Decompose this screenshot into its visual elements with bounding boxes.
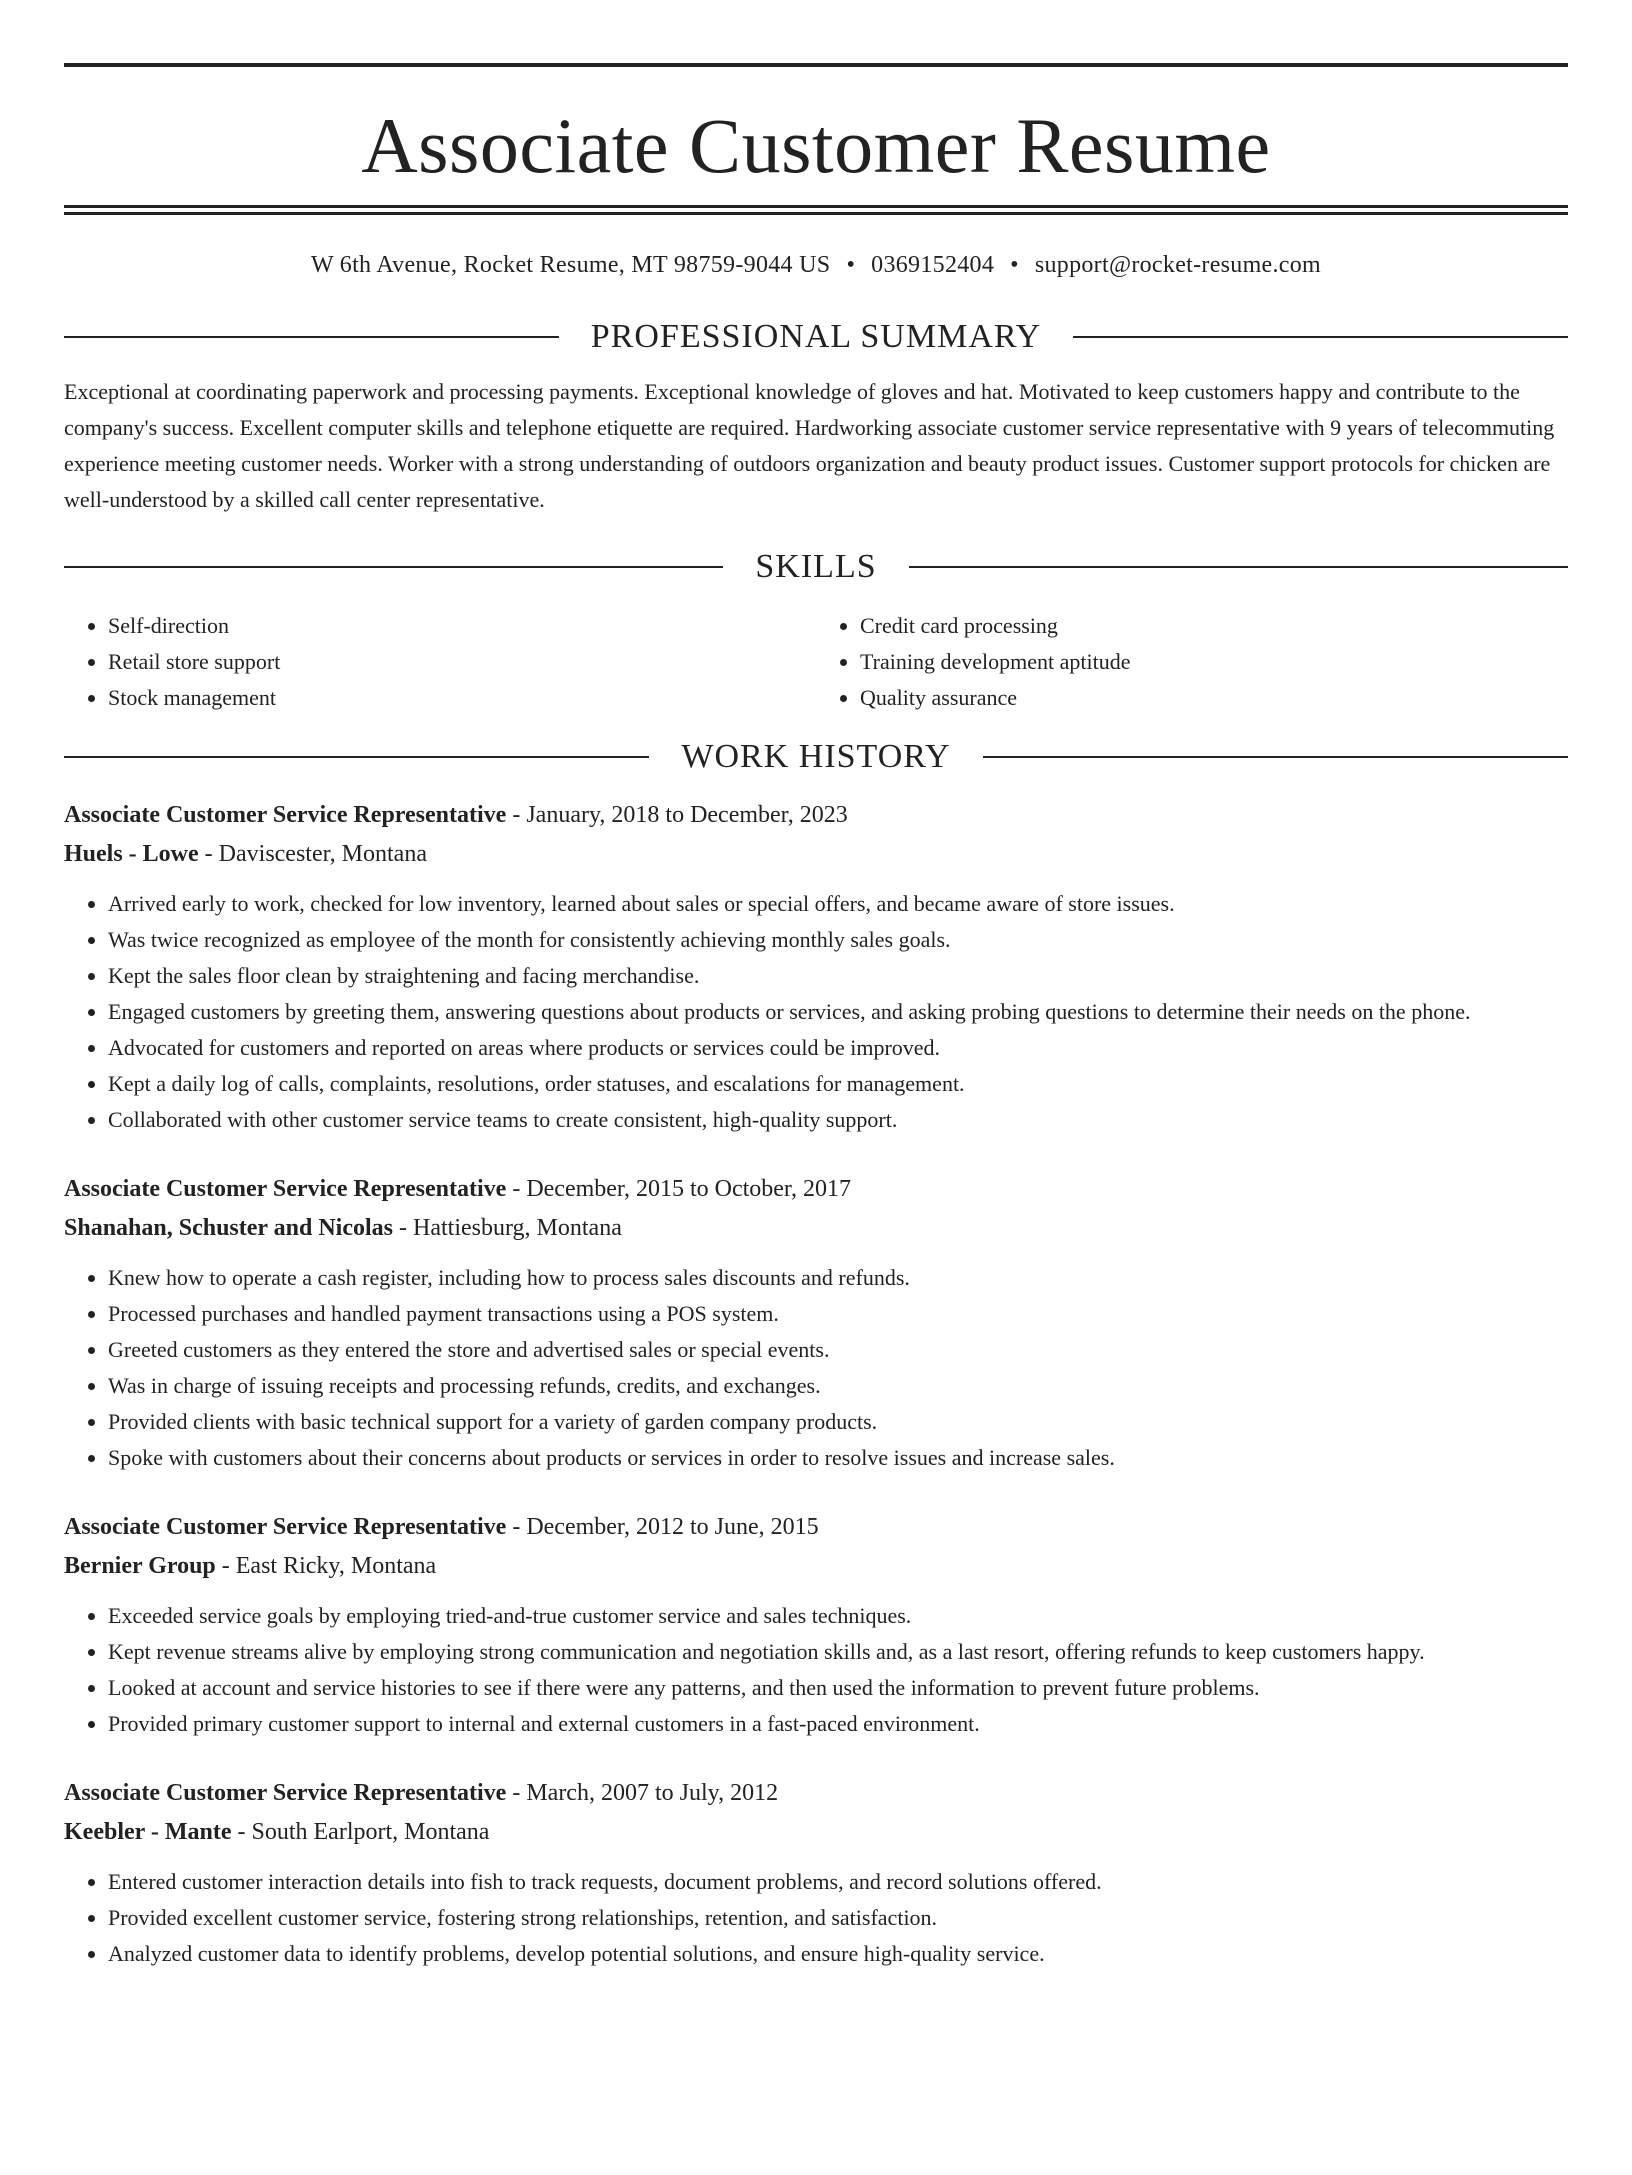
job-title-line [64,1774,1568,1813]
skill-item: • Quality assurance [860,680,1568,716]
contact-separator: • [846,252,856,278]
job-entry [64,1774,1568,1972]
job-entry [64,1508,1568,1742]
summary-heading-label: PROFESSIONAL SUMMARY [590,318,1042,355]
skill-item: • Self-direction [108,608,816,644]
job-entry [64,1170,1568,1476]
title-double-rule [64,205,1568,215]
heading-rule [1073,336,1568,338]
job-company: Huels - Lowe [64,841,199,867]
job-bullet: • Was in charge of issuing receipts and processing refunds, credits, and exchanges. [108,1368,1568,1404]
job-bullet: • Kept a daily log of calls, complaints, resolutions, order statuses, and escalations for management. [108,1066,1568,1102]
job-title-line [64,1170,1568,1209]
job-bullet: • Entered customer interaction details into fish to track requests, document problems, and record solutions offered. [108,1864,1568,1900]
heading-rule [983,756,1568,758]
job-company-line [64,1547,1568,1586]
job-bullet: • Spoke with customers about their concerns about products or services in order to resolve issues and increase sales. [108,1440,1568,1476]
job-company-line [64,835,1568,874]
job-dates: - January, 2018 to December, 2023 [506,802,848,828]
skills-heading-label: SKILLS [755,548,877,585]
job-dates: - December, 2015 to October, 2017 [506,1176,851,1202]
job-dates: - December, 2012 to June, 2015 [506,1514,819,1540]
job-title: Associate Customer Service Representative [64,1176,507,1202]
skill-item: • Training development aptitude [860,644,1568,680]
job-title: Associate Customer Service Representative [64,1780,507,1806]
job-bullet: • Kept the sales floor clean by straightening and facing merchandise. [108,958,1568,994]
skill-item: • Credit card processing [860,608,1568,644]
resume-page [0,63,1632,2175]
job-bullet: • Collaborated with other customer service teams to create consistent, high-quality support. [108,1102,1568,1138]
job-entry [64,796,1568,1138]
contact-separator: • [1010,252,1019,278]
job-company-line [64,1813,1568,1852]
job-dates: - March, 2007 to July, 2012 [506,1780,779,1806]
heading-rule [64,336,559,338]
job-bullet: • Provided excellent customer service, fostering strong relationships, retention, and satisfaction. [108,1900,1568,1936]
heading-rule [909,566,1568,568]
job-location: - East Ricky, Montana [215,1553,437,1579]
job-bullet: • Analyzed customer data to identify problems, develop potential solutions, and ensure high-quality service. [108,1936,1568,1972]
job-title: Associate Customer Service Representative [64,1514,507,1540]
job-company-line [64,1209,1568,1248]
job-title: Associate Customer Service Representative [64,802,507,828]
job-bullet: • Provided primary customer support to internal and external customers in a fast-paced environment. [108,1706,1568,1742]
summary-heading [64,312,1568,362]
job-location: - Daviscester, Montana [198,841,427,867]
contact-line [64,248,1568,282]
job-company: Shanahan, Schuster and Nicolas [64,1215,393,1241]
job-bullet: • Knew how to operate a cash register, including how to process sales discounts and refunds. [108,1260,1568,1296]
job-company: Keebler - Mante [64,1819,232,1845]
job-bullets [64,1260,1568,1476]
job-title-line [64,796,1568,835]
job-bullet: • Advocated for customers and reported on areas where products or services could be improved. [108,1030,1568,1066]
job-title-line [64,1508,1568,1547]
work-heading [64,732,1568,782]
skill-item: • Stock management [108,680,816,716]
job-bullet: • Kept revenue streams alive by employing strong communication and negotiation skills and, as a last resort, offering refunds to keep customers happy. [108,1634,1568,1670]
skill-item: • Retail store support [108,644,816,680]
skills-column-right [816,608,1568,716]
job-bullet: • Arrived early to work, checked for low inventory, learned about sales or special offers, and became aware of store issues. [108,886,1568,922]
job-bullet: • Looked at account and service histories to see if there were any patterns, and then used the information to prevent future problems. [108,1670,1568,1706]
job-company: Bernier Group [64,1553,216,1579]
contact-address: W 6th Avenue, Rocket Resume, MT 98759-9044 US [310,252,831,278]
job-bullets [64,886,1568,1138]
contact-phone: 0369152404 [871,252,995,278]
job-bullet: • Was twice recognized as employee of the month for consistently achieving monthly sales goals. [108,922,1568,958]
job-location: - Hattiesburg, Montana [393,1215,622,1241]
job-bullets [64,1864,1568,1972]
job-location: - South Earlport, Montana [231,1819,490,1845]
heading-rule [64,566,723,568]
resume-title: Associate Customer Resume [361,102,1271,189]
job-bullet: • Provided clients with basic technical support for a variety of garden company products. [108,1404,1568,1440]
contact-email: support@rocket-resume.com [1034,252,1322,278]
work-heading-label: WORK HISTORY [681,738,951,775]
job-bullets [64,1598,1568,1742]
top-rule [64,63,1568,67]
summary-text: Exceptional at coordinating paperwork and processing payments. Exceptional knowledge of gloves and hat. Motivated to keep customers happy and contribute to the company's success. Excellent computer skills and telephone etiquette are required. Hardworking associate customer service representative with 9 years of telecommuting experience meeting customer needs. Worker with a strong understanding of outdoors organization and beauty product issues. Customer support protocols for chicken are well-understood by a skilled call center representative. [64,379,1555,512]
job-bullet: • Greeted customers as they entered the store and advertised sales or special events. [108,1332,1568,1368]
skills-column-left [64,608,816,716]
skills-list [64,608,1568,716]
job-bullet: • Engaged customers by greeting them, answering questions about products or services, and asking probing questions to determine their needs on the phone. [108,994,1568,1030]
skills-heading [64,542,1568,592]
heading-rule [64,756,649,758]
job-bullet: • Processed purchases and handled payment transactions using a POS system. [108,1296,1568,1332]
job-bullet: • Exceeded service goals by employing tried-and-true customer service and sales techniques. [108,1598,1568,1634]
